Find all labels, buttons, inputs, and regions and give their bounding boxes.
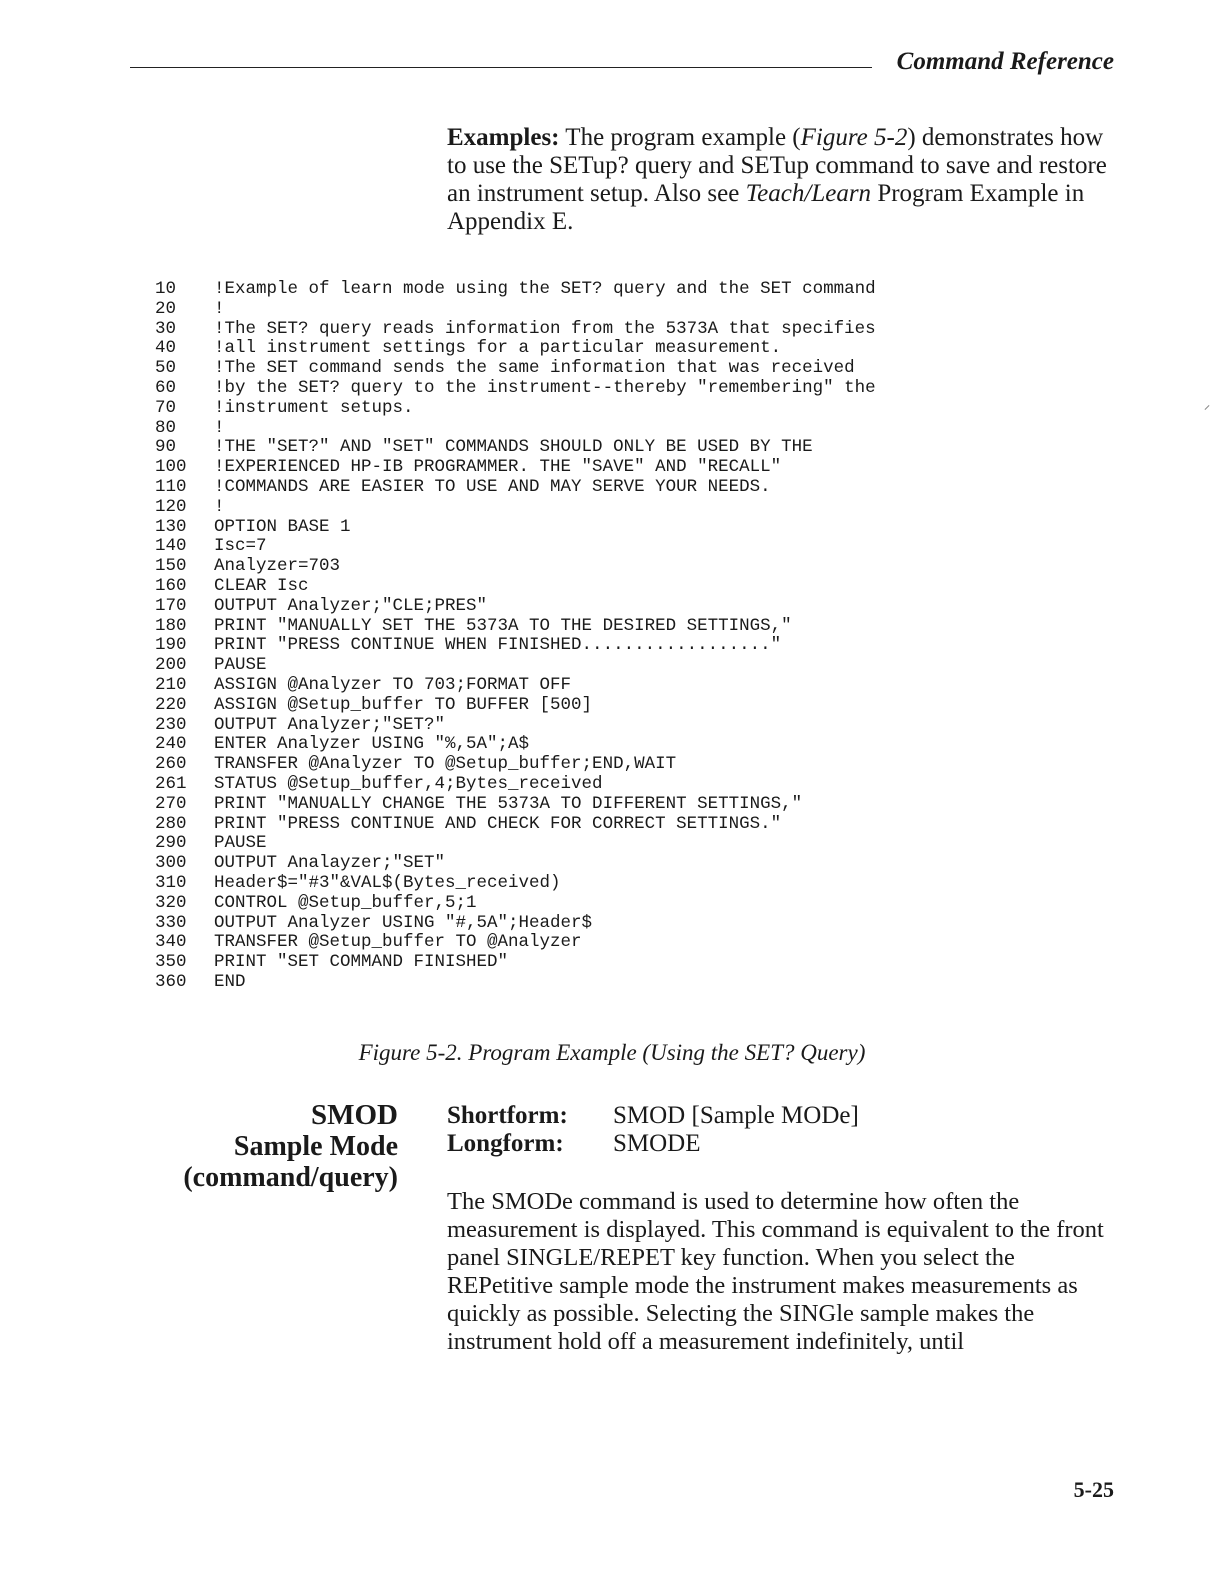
code-line xyxy=(155,379,995,399)
code-line-text: ! xyxy=(214,417,225,438)
code-line-number: 340 xyxy=(155,932,187,953)
code-line-number: 190 xyxy=(155,635,187,656)
code-line-number: 110 xyxy=(155,476,187,497)
code-line-text: !all instrument settings for a particular measurement. xyxy=(214,338,782,359)
code-line xyxy=(155,339,995,359)
code-line-text: !The SET command sends the same information that was received xyxy=(214,358,855,379)
longform-value: SMODE xyxy=(613,1130,701,1157)
code-line xyxy=(155,716,995,736)
code-line xyxy=(155,399,995,419)
code-line-text: !COMMANDS ARE EASIER TO USE AND MAY SERVE YOUR NEEDS. xyxy=(214,476,771,497)
code-line xyxy=(155,874,995,894)
code-line-number: 150 xyxy=(155,556,187,577)
code-line-text: ! xyxy=(214,298,225,319)
code-line-number: 350 xyxy=(155,952,187,973)
running-header: Command Reference xyxy=(896,48,1114,75)
code-line-text: PRINT "MANUALLY CHANGE THE 5373A TO DIFFERENT SETTINGS," xyxy=(214,793,803,814)
code-line xyxy=(155,696,995,716)
code-line xyxy=(155,577,995,597)
code-line-number: 240 xyxy=(155,734,187,755)
code-line-number: 140 xyxy=(155,536,187,557)
section-heading xyxy=(150,1100,398,1193)
smod-description: The SMODe command is used to determine how often the measurement is displayed. This command is equivalent to the front panel SINGLE/REPET key function. When you select the REPetitive sample mode the instrument makes measurements as quickly as possible. Selecting the SINGle sample makes the instrument hold off a measurement indefinitely, until xyxy=(447,1188,1104,1355)
code-line xyxy=(155,597,995,617)
code-line xyxy=(155,973,995,993)
code-line xyxy=(155,933,995,953)
code-line-number: 280 xyxy=(155,813,187,834)
code-line-text: END xyxy=(214,971,246,992)
figure-reference: Figure 5-2 xyxy=(800,124,908,151)
figure-caption: Figure 5-2. Program Example (Using the SET? Query) xyxy=(358,1040,866,1065)
code-line-text: PRINT "PRESS CONTINUE WHEN FINISHED.................." xyxy=(214,635,782,656)
code-line-number: 270 xyxy=(155,793,187,814)
longform-label: Longform: xyxy=(447,1130,564,1157)
code-line-number: 100 xyxy=(155,457,187,478)
code-line xyxy=(155,419,995,439)
code-listing xyxy=(155,280,995,993)
code-line xyxy=(155,458,995,478)
shortform-row xyxy=(447,1102,859,1130)
code-line-text: Analyzer=703 xyxy=(214,556,341,577)
code-line xyxy=(155,815,995,835)
code-line xyxy=(155,755,995,775)
code-line xyxy=(155,854,995,874)
examples-paragraph xyxy=(447,124,1117,236)
code-line-text: OPTION BASE 1 xyxy=(214,516,351,537)
code-line-number: 160 xyxy=(155,575,187,596)
code-line-number: 180 xyxy=(155,615,187,636)
code-line-text: TRANSFER @Setup_buffer TO @Analyzer xyxy=(214,932,582,953)
code-line-number: 70 xyxy=(155,397,177,418)
code-line-text: PRINT "SET COMMAND FINISHED" xyxy=(214,952,509,973)
code-line-text: OUTPUT Analyzer;"CLE;PRES" xyxy=(214,595,488,616)
code-line-text: PRINT "PRESS CONTINUE AND CHECK FOR CORRECT SETTINGS." xyxy=(214,813,782,834)
code-line-number: 170 xyxy=(155,595,187,616)
code-line-number: 80 xyxy=(155,417,177,438)
code-line-text: ENTER Analyzer USING "%,5A";A$ xyxy=(214,734,530,755)
code-line-text: !EXPERIENCED HP-IB PROGRAMMER. THE "SAVE" AND "RECALL" xyxy=(214,457,782,478)
code-line-number: 261 xyxy=(155,773,187,794)
examples-label: Examples: xyxy=(447,124,560,151)
code-line-text: OUTPUT Analyzer USING "#,5A";Header$ xyxy=(214,912,593,933)
code-line-number: 290 xyxy=(155,833,187,854)
code-line xyxy=(155,735,995,755)
command-subtitle: Sample Mode xyxy=(233,1131,398,1162)
code-line xyxy=(155,320,995,340)
code-line-text: Isc=7 xyxy=(214,536,267,557)
code-line-number: 20 xyxy=(155,298,177,319)
code-line-text: TRANSFER @Analyzer TO @Setup_buffer;END,WAIT xyxy=(214,754,677,775)
code-line-text: !instrument setups. xyxy=(214,397,414,418)
command-forms xyxy=(447,1102,859,1158)
code-line-number: 330 xyxy=(155,912,187,933)
code-line-number: 310 xyxy=(155,872,187,893)
code-line xyxy=(155,795,995,815)
code-line-text: Header$="#3"&VAL$(Bytes_received) xyxy=(214,872,561,893)
shortform-label: Shortform: xyxy=(447,1102,568,1129)
code-line-number: 50 xyxy=(155,358,177,379)
code-line-text: !The SET? query reads information from the 5373A that specifies xyxy=(214,318,876,339)
code-line-number: 60 xyxy=(155,377,177,398)
code-line-text: STATUS @Setup_buffer,4;Bytes_received xyxy=(214,773,603,794)
command-type: (command/query) xyxy=(183,1162,398,1193)
code-line xyxy=(155,518,995,538)
code-line-text: !Example of learn mode using the SET? query and the SET command xyxy=(214,279,876,299)
code-line-number: 40 xyxy=(155,338,177,359)
code-line xyxy=(155,359,995,379)
code-line-number: 30 xyxy=(155,318,177,339)
examples-text-1: The program example ( xyxy=(559,124,801,151)
code-line xyxy=(155,557,995,577)
code-line xyxy=(155,656,995,676)
teach-learn-reference: Teach/Learn xyxy=(745,180,872,207)
code-line xyxy=(155,914,995,934)
code-line-text: ASSIGN @Setup_buffer TO BUFFER [500] xyxy=(214,694,593,715)
code-line-text: !by the SET? query to the instrument--thereby "remembering" the xyxy=(214,377,876,398)
code-line-number: 360 xyxy=(155,971,187,992)
code-line-number: 120 xyxy=(155,496,187,517)
code-line-text: PAUSE xyxy=(214,655,267,676)
code-line xyxy=(155,676,995,696)
longform-row xyxy=(447,1130,859,1158)
code-line-number: 90 xyxy=(155,437,177,458)
code-line-number: 230 xyxy=(155,714,187,735)
code-line-number: 300 xyxy=(155,853,187,874)
code-line-number: 200 xyxy=(155,655,187,676)
code-line-number: 320 xyxy=(155,892,187,913)
code-line-text: OUTPUT Analyzer;"SET?" xyxy=(214,714,446,735)
code-line xyxy=(155,894,995,914)
examples-text-2: ) demonstrates how to use the SETup? query and SETup command to save and restore an instrument setup. Also see xyxy=(447,124,1107,207)
code-line-number: 10 xyxy=(155,279,177,299)
code-line xyxy=(155,636,995,656)
code-line xyxy=(155,953,995,973)
code-line-text: ! xyxy=(214,496,225,517)
code-line-text: CLEAR Isc xyxy=(214,575,309,596)
command-name: SMOD xyxy=(311,1099,398,1131)
code-line xyxy=(155,498,995,518)
code-line xyxy=(155,280,995,300)
code-line-number: 260 xyxy=(155,754,187,775)
examples-text-3: Program Example in Appendix E. xyxy=(447,180,1085,235)
code-line xyxy=(155,478,995,498)
page-number: 5-25 xyxy=(1073,1477,1114,1502)
header-rule xyxy=(130,67,872,68)
code-line xyxy=(155,300,995,320)
code-line xyxy=(155,438,995,458)
code-line-text: ASSIGN @Analyzer TO 703;FORMAT OFF xyxy=(214,674,572,695)
code-line-number: 220 xyxy=(155,694,187,715)
code-line xyxy=(155,537,995,557)
code-line-number: 210 xyxy=(155,674,187,695)
code-line xyxy=(155,617,995,637)
code-line-text: PAUSE xyxy=(214,833,267,854)
code-line-text: CONTROL @Setup_buffer,5;1 xyxy=(214,892,477,913)
code-line xyxy=(155,775,995,795)
code-line-text: PRINT "MANUALLY SET THE 5373A TO THE DESIRED SETTINGS," xyxy=(214,615,792,636)
code-line-text: !THE "SET?" AND "SET" COMMANDS SHOULD ONLY BE USED BY THE xyxy=(214,437,813,458)
shortform-value: SMOD [Sample MODe] xyxy=(613,1102,859,1129)
margin-mark xyxy=(1205,405,1210,410)
code-line-number: 130 xyxy=(155,516,187,537)
code-line-text: OUTPUT Analayzer;"SET" xyxy=(214,853,446,874)
code-line xyxy=(155,834,995,854)
